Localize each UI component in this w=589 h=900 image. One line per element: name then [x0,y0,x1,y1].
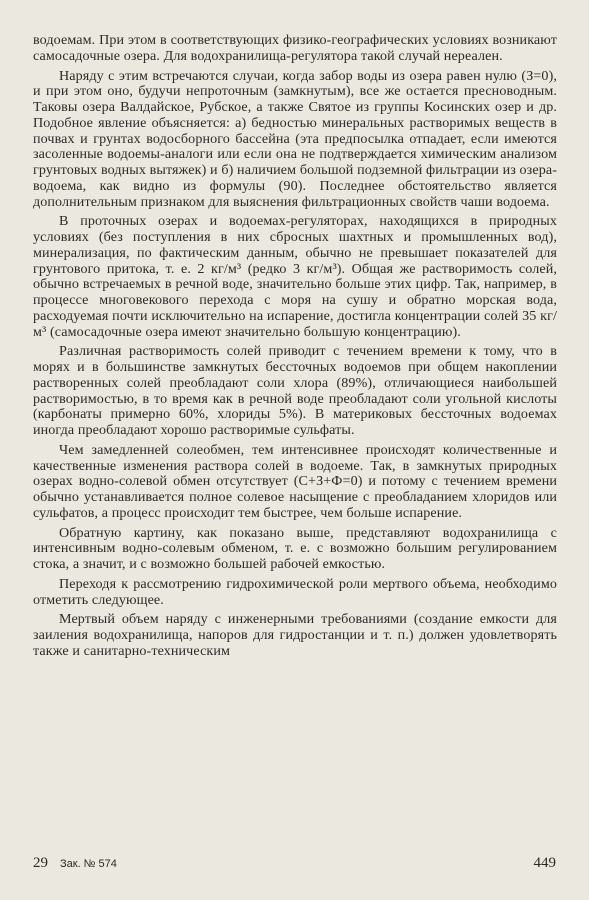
signature-number: 29 [33,855,48,871]
page-number: 449 [533,855,556,871]
paragraph: Мертвый объем наряду с инженерными требованиями (создание емкости для заиления водохранилища, напоров для гидростанции и т. п.) должен удовлетворять также и санитарно-техническим [33,611,557,659]
print-order-mark: Зак. № 574 [60,858,117,870]
body-text [33,33,557,664]
paragraph: Различная растворимость солей приводит с течением времени к тому, что в морях и в большинстве замкнутых бессточных водоемов при общем накоплении растворенных солей преобладают соли хлора (89%), отличающиеся наибольшей растворимостью, в то время как в речной воде преобладают соли угольной кислоты (карбонаты примерно 60%, хлориды 5%). В материковых бессточных водоемах иногда преобладают хорошо растворимые сульфаты. [33,343,557,438]
paragraph: водоемам. При этом в соответствующих физико-географических условиях возникают самосадочные озера. Для водохранилища-регулятора такой случай нереален. [33,32,557,64]
paragraph: В проточных озерах и водоемах-регуляторах, находящихся в природных условиях (без поступления в них сбросных шахтных и промышленных вод), минерализация, по фактическим данным, обычно не превышает показателей для грунтового притока, т. е. 2 кг/м³ (редко 3 кг/м³). Общая же растворимость солей, обычно встречаемых в речной воде, значительно больше этих цифр. Так, например, в процессе многовекового перехода с моря на сушу и обратно морская вода, расходуемая почти исключительно на испарение, достигла концентрации солей 35 кг/м³ (самосадочные озера имеют значительно большую концентрацию). [33,213,557,340]
page-footer [33,855,556,872]
paragraph: Обратную картину, как показано выше, представляют водохранилища с интенсивным водно-солевым обменом, т. е. с возможно большим регулированием стока, а значит, и с возможно большей рабочей емкостью. [33,524,557,572]
paragraph: Чем замедленней солеобмен, тем интенсивнее происходят количественные и качественные изменения раствора солей в водоеме. Так, в замкнутых природных озерах водно-солевой обмен отсутствует (С+З+Ф=0) и потому с течением времени обычно устанавливается полное солевое насыщение с преобладанием хлоридов или сульфатов, а процесс происходит тем быстрее, чем больше испарение. [33,441,557,521]
paragraph: Переходя к рассмотрению гидрохимической роли мертвого объема, необходимо отметить следующее. [33,575,557,608]
paragraph: Наряду с этим встречаются случаи, когда забор воды из озера равен нулю (З=0), и при этом оно, будучи непроточным (замкнутым), все же остается пресноводным. Таковы озера Валдайское, Рубское, а также Святое из группы Косинских озер и др. Подобное явление объясняется: а) бедностью минеральных растворимых веществ в почвах и грунтах водосборного бассейна (эта предпосылка отпадает, если имеются засоленные водоемы-аналоги или если она не подтверждается химическим анализом грунтовых водных вытяжек) и б) наличием большой подземной фильтрации из озера-водоема, как видно из формулы (90). Последнее обстоятельство является дополнительным признаком для выяснения фильтрационных свойств чаши водоема. [33,67,557,210]
